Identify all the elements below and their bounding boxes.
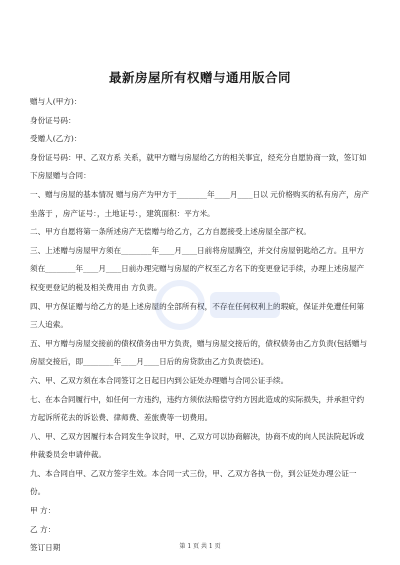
clause-6: 六、甲、乙双方须在本合同签订之日起日内到公证处办理赠与合同公证手续。 <box>30 375 289 385</box>
signing-date: 签订日期 <box>30 543 61 553</box>
clause-8: 八、甲、乙双方因履行本合同发生争议时，甲、乙双方可以协商解决，协商不成的向人民法院起诉或 仲裁委员会申请仲裁。 <box>30 431 365 460</box>
clause-2: 二、甲方自愿将第一条所述房产无偿赠与给乙方，乙方自愿接受上述房屋全部产权。 <box>30 227 311 237</box>
document-title: 最新房屋所有权赠与通用版合同 <box>108 70 291 85</box>
clause-1: 一、赠与房屋的基本情况 赠与房产为甲方于________年____月____日以 元价格购买的私有房产，房产坐落于 ，房产证号：，土地证号：，建筑面积：平方米。 <box>30 189 369 218</box>
party-a-signature: 甲 方： <box>30 506 56 516</box>
clause-4: 四、甲方保证赠与给乙方的是上述房屋的全部所有权，不存在任何权利上的瑕疵，保证并免遭任何第三人追索。 <box>30 301 365 330</box>
clause-5: 五、甲方赠与房屋交接前的债权债务由甲方负责，赠与房屋交接后的，债权债务由乙方负责(包括赠与房屋交接后，即________年____月____日后的房贷款由乙方负责偿还)。 <box>30 338 368 367</box>
intro-paragraph: 身份证号码：甲、乙双方系 关系，就甲方赠与房屋给乙方的相关事宜，经充分自愿协商一致，签订如下房屋赠与合同： <box>30 152 367 181</box>
donor-id-line: 身份证号码： <box>30 115 76 125</box>
clause-9: 九、本合同自甲、乙双方签字生效。本合同一式三份，甲、乙双方各执一份，到公证处办理公证一份。 <box>30 468 357 497</box>
clause-7: 七、在本合同履行中，如任何一方违约，违约方须依法赔偿守约方因此造成的实际损失，并承担守约方起诉所花去的诉讼费、律师费、差旅费等一切费用。 <box>30 394 365 423</box>
party-b-signature: 乙 方： <box>30 524 56 534</box>
donor-line: 赠与人(甲方)： <box>30 97 82 106</box>
donee-line: 受赠人(乙方)： <box>30 134 82 144</box>
page-footer: 第 1 页 共 1 页 <box>179 543 221 550</box>
clause-3: 三、上述赠与房屋甲方须在________年____月____日前将房屋腾空，并交付房屋钥匙给乙方。且甲方须在________年____月____日前办理完赠与房屋的产权至乙方名下的变更登记手续，办理上述房屋产权变更登记的税及相关费用由 方负责。 <box>30 245 365 292</box>
contract-body <box>30 93 370 558</box>
